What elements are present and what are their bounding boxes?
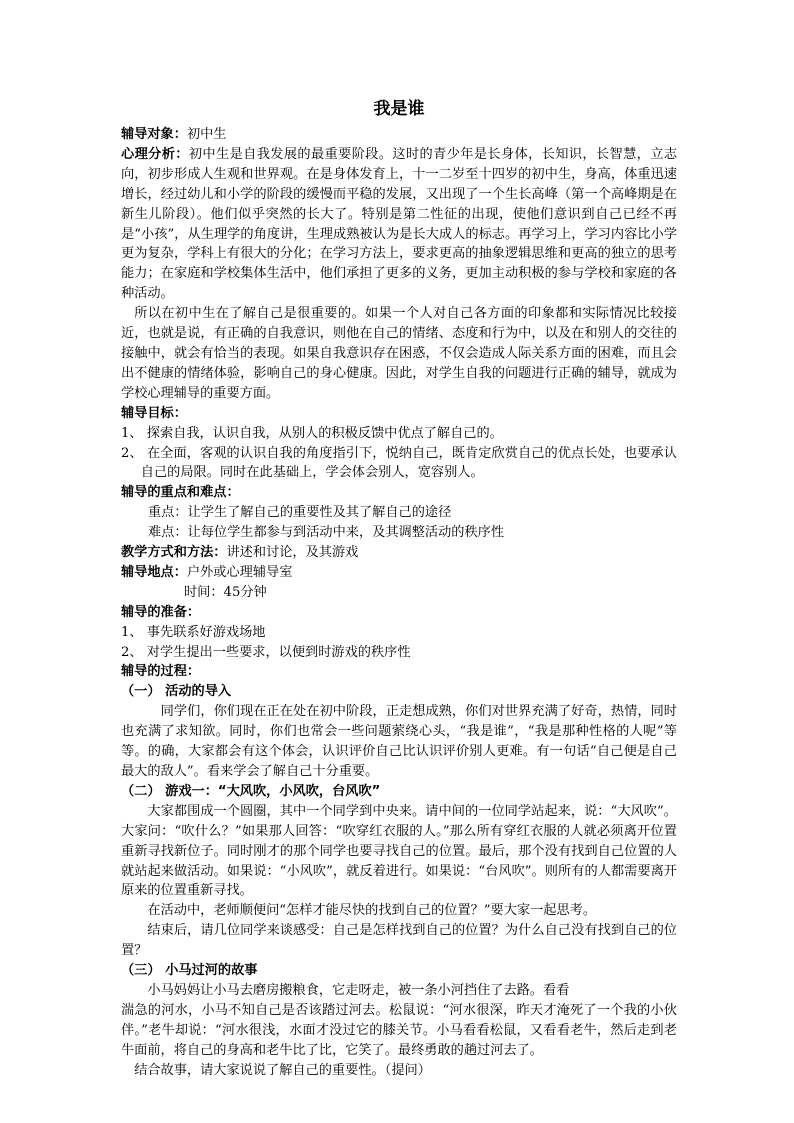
section-2-heading: （二） 游戏一：“大风吹，小风吹，台风吹” (121, 783, 381, 799)
prep-item-2: 2、 对学生提出一些要求，以便到时游戏的秩序性 (121, 644, 411, 660)
section-2-paragraph-1: 大家都围成一个圆圈，其中一个同学到中央来。请中间的一位同学站起来，说：“大风吹”。大家问：“吹什么？”如果那人回答：“吹穿红衣服的人。”那么所有穿红衣服的人就必须离开位置重新寻找新位子。同时刚才的那个同学也要寻找自己的位置。最后，那个没有找到自己位置的人就站起来做活动。如果说：“小风吹”，就反着进行。如果说：“台风吹”。则所有的人都需要离开原来的位置重新寻找。 (121, 803, 677, 899)
method-value: 讲述和讨论，及其游戏 (226, 545, 359, 561)
place-label: 辅导地点： (121, 564, 187, 580)
place-line (121, 563, 677, 583)
goal-item-1: 1、 探索自我，认识自我，从别人的积极反馈中优点了解自己的。 (121, 425, 503, 441)
goals-heading: 辅导目标： (121, 405, 187, 421)
method-line (121, 543, 677, 563)
section-3-paragraph-1: 小马妈妈让小马去磨房搬粮食，它走呀走，被一条小河挡住了去路。看看 (147, 982, 570, 998)
process-heading: 辅导的过程： (121, 664, 201, 680)
target-line (121, 125, 677, 145)
section-1-paragraph: 同学们，你们现在正在处在初中阶段，正走想成熟，你们对世界充满了好奇，热情，同时也充满了求知欲。同时，你们也常会一些问题萦绕心头，“我是谁”，“我是那种性格的人呢”等等。的确，大家都会有这个体会，认识评价自己比认识评价别人更难。有一句话“自己便是自己最大的敌人”。看来学会了解自己十分重要。 (121, 704, 677, 779)
key-points-heading: 辅导的重点和难点： (121, 485, 240, 501)
document-title: 我是谁 (373, 99, 425, 119)
section-2-paragraph-3: 结束后，请几位同学来谈感受：自己是怎样找到自己的位置？为什么自己没有找到自己的位置？ (121, 923, 677, 959)
goal-item-2: 2、 在全面，客观的认识自我的角度指引下，悦纳自己，既肯定欣赏自己的优点长处，也要承认自己的局限。同时在此基础上，学会体会别人，宽容别人。 (121, 445, 677, 481)
key-point-focus: 重点：让学生了解自己的重要性及其了解自己的途径 (148, 505, 452, 521)
section-1-heading: （一） 活动的导入 (121, 684, 232, 700)
document-page (121, 96, 677, 1081)
place-value: 户外或心理辅导室 (186, 564, 293, 580)
analysis-label: 心理分析： (121, 146, 189, 162)
prep-heading: 辅导的准备： (121, 604, 201, 620)
section-3-paragraph-2: 结合故事，请大家说说了解自己的重要性。（提问） (134, 1062, 431, 1078)
analysis-text-1: 初中生是自我发展的最重要阶段。这时的青少年是长身体，长知识，长智慧，立志向，初步形成人生观和世界观。在是身体发育上，十一二岁至十四岁的初中生，身高，体重迅速增长，经过幼儿和小学的阶段的缓慢而平稳的发展，又出现了一个生长高峰（第一个高峰期是在新生儿阶段）。他们似乎突然的长大了。特别是第二性征的出现，使他们意识到自己已经不再是“小孩”，从生理学的角度讲，生理成熟被认为是长大成人的标志。再学习上，学习内容比小学更为复杂，学科上有很大的分化；在学习方法上，要求更高的抽象逻辑思维和更高的独立的思考能力；在家庭和学校集体生活中，他们承担了更多的义务，更加主动积极的参与学校和家庭的各种活动。 (121, 146, 678, 302)
prep-item-1: 1、 事先联系好游戏场地 (121, 624, 266, 640)
time-line: 时间：45分钟 (184, 584, 267, 600)
section-3-heading: （三） 小马过河的故事 (121, 963, 258, 979)
analysis-paragraph-1 (121, 145, 677, 304)
analysis-paragraph-2: 所以在初中生在了解自己是很重要的。如果一个人对自己各方面的印象都和实际情况比较接近，也就是说，有正确的自我意识，则他在自己的情绪、态度和行为中，以及在和别人的交往的接触中，就会有恰当的表现。如果自我意识存在困惑，不仅会造成人际关系方面的困难，而且会出不健康的情绪体验，影响自己的身心健康。因此，对学生自我的问题进行正确的辅导，就成为学校心理辅导的重要方面。 (121, 306, 677, 401)
target-value: 初中生 (186, 127, 227, 142)
section-3-paragraph-1b: 湍急的河水，小马不知自己是否该踏过河去。松鼠说：“河水很深，昨天才淹死了一个我的小伙伴。”老牛却说：“河水很浅，水面才没过它的膝关节。小马看看松鼠，又看看老牛，然后走到老牛面前，将自己的身高和老牛比了比，它笑了。最终勇敢的趟过河去了。 (121, 1002, 677, 1058)
section-2-paragraph-2: 在活动中，老师顺便问“怎样才能尽快的找到自己的位置？”要大家一起思考。 (147, 903, 597, 919)
target-label: 辅导对象： (121, 127, 187, 142)
key-point-difficulty: 难点：让每位学生都参与到活动中来，及其调整活动的秩序性 (148, 525, 505, 541)
method-label: 教学方式和方法： (121, 545, 227, 561)
